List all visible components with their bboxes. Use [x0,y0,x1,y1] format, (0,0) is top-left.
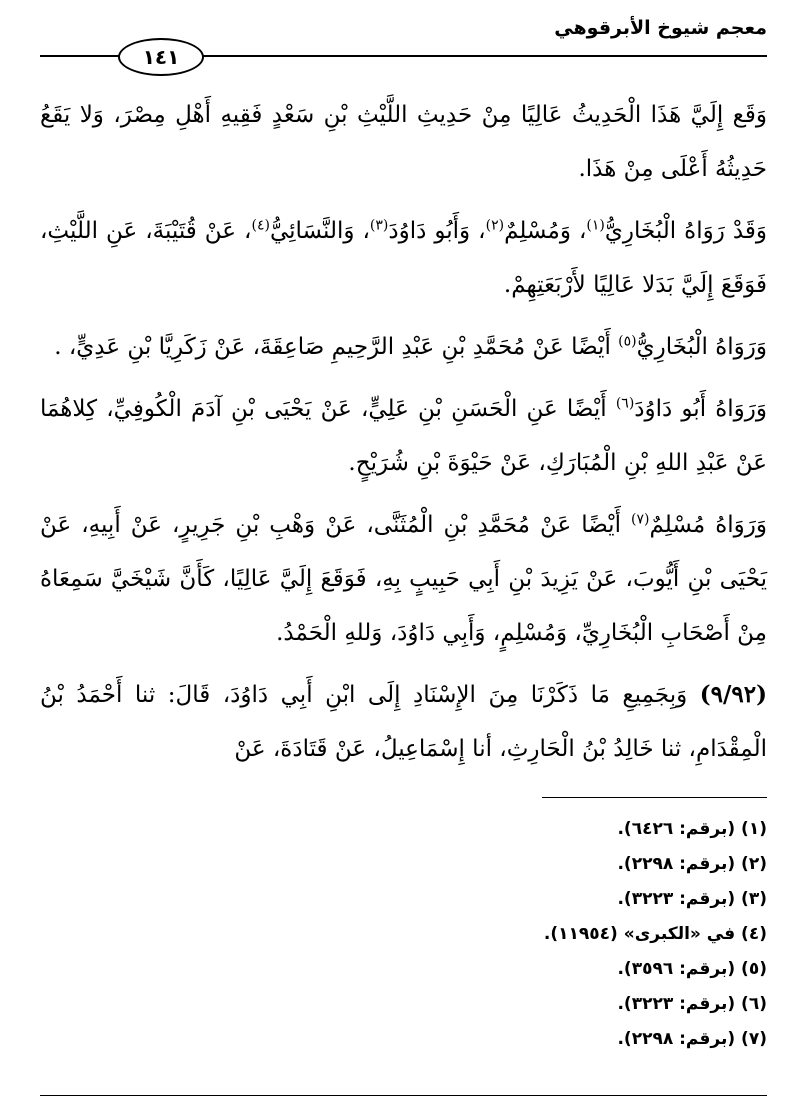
footnote: (٤) في «الكبرى» (١١٩٥٤). [543,924,767,944]
paragraph-3 [40,320,767,374]
paragraph-text: وَبِجَمِيعِ مَا ذَكَرْنَا مِنَ الإِسْنَادِ إِلَى ابْنِ أَبِي دَاوُدَ، قَالَ: ثنا أَحْمَدُ بْنُ الْمِقْدَامِ، ثنا خَالِدُ بْنُ الْحَارِثِ، أنا إِسْمَاعِيلُ، عَنْ قَتَادَةَ، عَنْ [40,682,767,762]
paragraph-text: وَرَوَاهُ أَبُو دَاوُدَ [634,396,767,422]
footnote-marker: (٥) [618,333,637,350]
paragraph-text: أَيْضًا عَنْ مُحَمَّدِ بْنِ الْمُثَنَّى، عَنْ وَهْبِ بْنِ جَرِيرٍ، عَنْ أَبِيهِ، عَنْ يَحْيَى بْنِ أَيُّوبَ، عَنْ يَزِيدَ بْنِ أَبِي حَبِيبٍ بِهِ، فَوَقَعَ إِلَيَّ عَالِيًا، كَأَنَّ شَيْخَيَّ سَمِعَاهُ مِنْ أَصْحَابِ الْبُخَارِيِّ، وَمُسْلِمٍ، وَأَبِي دَاوُدَ، وَللهِ الْحَمْدُ. [40,512,767,646]
paragraph-text: وَرَوَاهُ مُسْلِمٌ [649,512,767,538]
paragraph-1 [40,88,767,196]
paragraph-4 [40,382,767,490]
hadith-number: (٩/٩٢) [699,681,767,708]
footnote-marker: (١) [586,217,605,234]
paragraph-text: أَيْضًا عَنِ الْحَسَنِ بْنِ عَلِيٍّ، عَنْ يَحْيَى بْنِ آدَمَ الْكُوفِيِّ، كِلاهُمَا عَنْ عَبْدِ اللهِ بْنِ الْمُبَارَكِ، عَنْ حَيْوَةَ بْنِ شُرَيْحٍ. [40,396,767,476]
page-number: ١٤١ [118,38,204,76]
footnote-marker: (٤) [251,217,270,234]
paragraph-text: ، عَنْ قُتَيْبَةَ، عَنِ اللَّيْثِ، فَوَقَعَ إِلَيَّ بَدَلا عَالِيًا لأَرْبَعَتِهِمْ. [40,218,767,298]
paragraph-text: وَرَوَاهُ الْبُخَارِيُّ [636,334,767,360]
footnote-marker: (٦) [615,395,635,412]
paragraph-text: وَقَع إِلَيَّ هَذَا الْحَدِيثُ عَالِيًا مِنْ حَدِيثِ اللَّيْثِ بْنِ سَعْدٍ فَقِيهِ أَهْلِ مِصْرَ، وَلا يَقَعُ حَدِيثُهُ أَعْلَى مِنْ هَذَا. [40,102,767,182]
footnote: (٣) (برقم: ٣٢٢٣). [617,889,767,909]
paragraph-text: ، وَمُسْلِمٌ [504,218,587,244]
paragraph-6 [40,668,767,776]
paragraph-text: ، وَأَبُو دَاوُدَ [388,218,486,244]
footnote: (٥) (برقم: ٣٥٩٦). [617,959,767,979]
footnote: (٧) (برقم: ٢٢٩٨). [617,1029,767,1049]
paragraph-text: ، وَالنَّسَائِيُّ [269,218,370,244]
paragraph-5 [40,498,767,660]
footnote: (١) (برقم: ٦٤٢٦). [617,819,767,839]
paragraph-text: وَقَدْ رَوَاهُ الْبُخَارِيُّ [604,218,768,244]
footnote-marker: (٣) [369,217,389,234]
paragraph-text: أَيْضًا عَنْ مُحَمَّدِ بْنِ عَبْدِ الرَّحِيمِ صَاعِقَةَ، عَنْ زَكَرِيَّا بْنِ عَدِيٍّ، . [54,334,619,360]
bottom-rule [40,1095,767,1096]
footnote: (٢) (برقم: ٢٢٩٨). [617,854,767,874]
main-text [40,88,767,784]
footnote-marker: (٧) [630,511,650,528]
footnotes [40,812,767,1057]
running-header-title: معجم شيوخ الأبرقوهي [554,17,767,39]
footnote-marker: (٢) [485,217,505,234]
paragraph-2 [40,204,767,312]
footnote-separator [542,797,767,798]
footnote: (٦) (برقم: ٣٢٢٣). [617,994,767,1014]
